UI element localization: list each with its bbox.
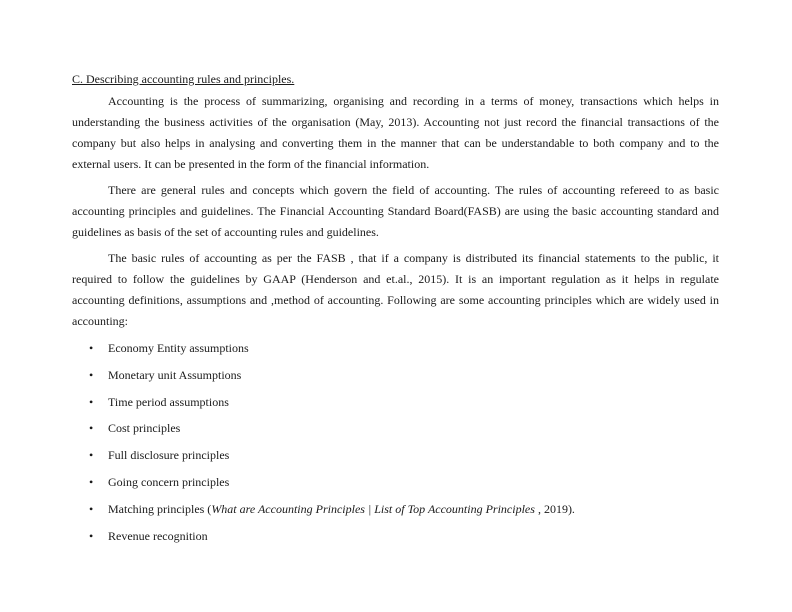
section-heading: C. Describing accounting rules and principles. [72, 72, 295, 86]
paragraph-accounting-definition: Accounting is the process of summarizing, organising and recording in a terms of money, transactions which helps in understanding the business activities of the organisation (May, 2013). Accounting not just record the financial transactions of the company but also helps in analysing and converting them in the manner that can be understandable to both company and to the external users. It can be presented in the form of the financial information. [72, 94, 719, 171]
bullet-icon: • [89, 474, 94, 489]
list-item-text: Revenue recognition [108, 528, 208, 543]
list-item-text: Economy Entity assumptions [108, 341, 249, 355]
bullet-icon: • [89, 501, 94, 516]
bullet-icon: • [89, 448, 94, 463]
list-item [72, 420, 719, 436]
list-item [72, 367, 719, 383]
list-item-text: Going concern principles [108, 474, 230, 489]
list-item [72, 474, 719, 490]
bullet-icon: • [89, 421, 94, 436]
list-item-text: Monetary unit Assumptions [108, 367, 242, 382]
list-item-text: Cost principles [108, 421, 181, 436]
list-item-suffix: , 2019). [537, 501, 575, 516]
paragraph-general-rules: There are general rules and concepts which govern the field of accounting. The rules of accounting refereed to as basic accounting principles and guidelines. The Financial Accounting Standard Board(FASB) are using the basic accounting standard and guidelines as basis of the set of accounting rules and guidelines. [72, 183, 719, 239]
list-item-text: Full disclosure principles [108, 448, 230, 463]
list-item [72, 340, 719, 356]
document-page [72, 71, 719, 554]
citation-title: What are Accounting Principles | List of Top Accounting Principles [211, 501, 538, 516]
bullet-icon: • [89, 528, 94, 543]
list-item [72, 528, 719, 544]
bullet-icon: • [89, 367, 94, 382]
list-item-text: Time period assumptions [108, 394, 229, 409]
list-item-matching [72, 501, 719, 517]
list-item [72, 447, 719, 463]
list-item-prefix: Matching principles ( [108, 501, 212, 516]
paragraph-fasb-rules: The basic rules of accounting as per the FASB , that if a company is distributed its financial statements to the public, it required to follow the guidelines by GAAP (Henderson and et.al., 2015). It is an important regulation as it helps in regulate accounting definitions, assumptions and ,method of accounting. Following are some accounting principles which are widely used in accounting: [72, 251, 719, 328]
bullet-icon: • [89, 341, 94, 355]
list-item [72, 394, 719, 410]
principles-list [72, 340, 719, 544]
bullet-icon: • [89, 394, 94, 409]
